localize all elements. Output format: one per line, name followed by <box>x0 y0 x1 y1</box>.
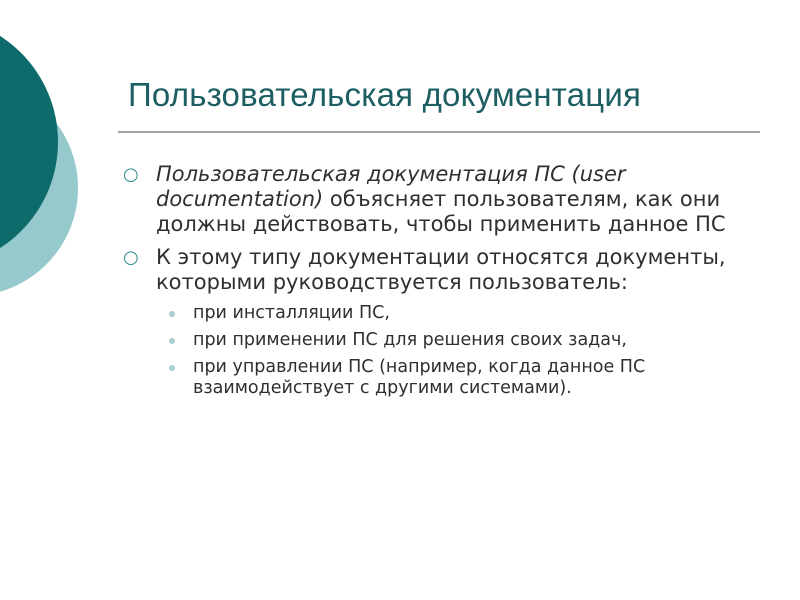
sub-bullet-list <box>118 303 758 399</box>
bullet-1-italic-text: Пользовательская документация ПС (user documentation) <box>156 162 626 211</box>
sub-bullet-text: при применении ПС для решения своих задач, <box>193 330 627 350</box>
title-divider <box>118 131 760 133</box>
bullet-circle-icon: ○ <box>123 247 139 268</box>
sub-bullet-item-2 <box>118 330 758 351</box>
dot-bullet-icon <box>169 311 175 317</box>
sub-bullet-item-1 <box>118 303 758 324</box>
dot-bullet-icon <box>169 338 175 344</box>
light-teal-circle <box>0 80 78 296</box>
sub-bullet-text: при управлении ПС (например, когда данное ПС взаимодействует с другими системами). <box>193 357 646 398</box>
dot-bullet-icon <box>169 365 175 371</box>
page-title: Пользовательская документация <box>128 76 642 113</box>
bullet-circle-icon: ○ <box>123 164 139 185</box>
bullet-2-text: К этому типу документации относятся документы, которыми руководствуется пользователь: <box>156 245 726 294</box>
sub-bullet-text: при инсталляции ПС, <box>193 303 390 323</box>
bullet-1-text: объясняет пользователям, как они должны действовать, чтобы применить данное ПС <box>156 187 726 236</box>
slide-content <box>118 162 758 405</box>
dark-teal-circle <box>0 16 58 268</box>
sub-bullet-item-3 <box>118 357 758 399</box>
bullet-item-2 <box>118 245 758 295</box>
bullet-item-1 <box>118 162 758 237</box>
